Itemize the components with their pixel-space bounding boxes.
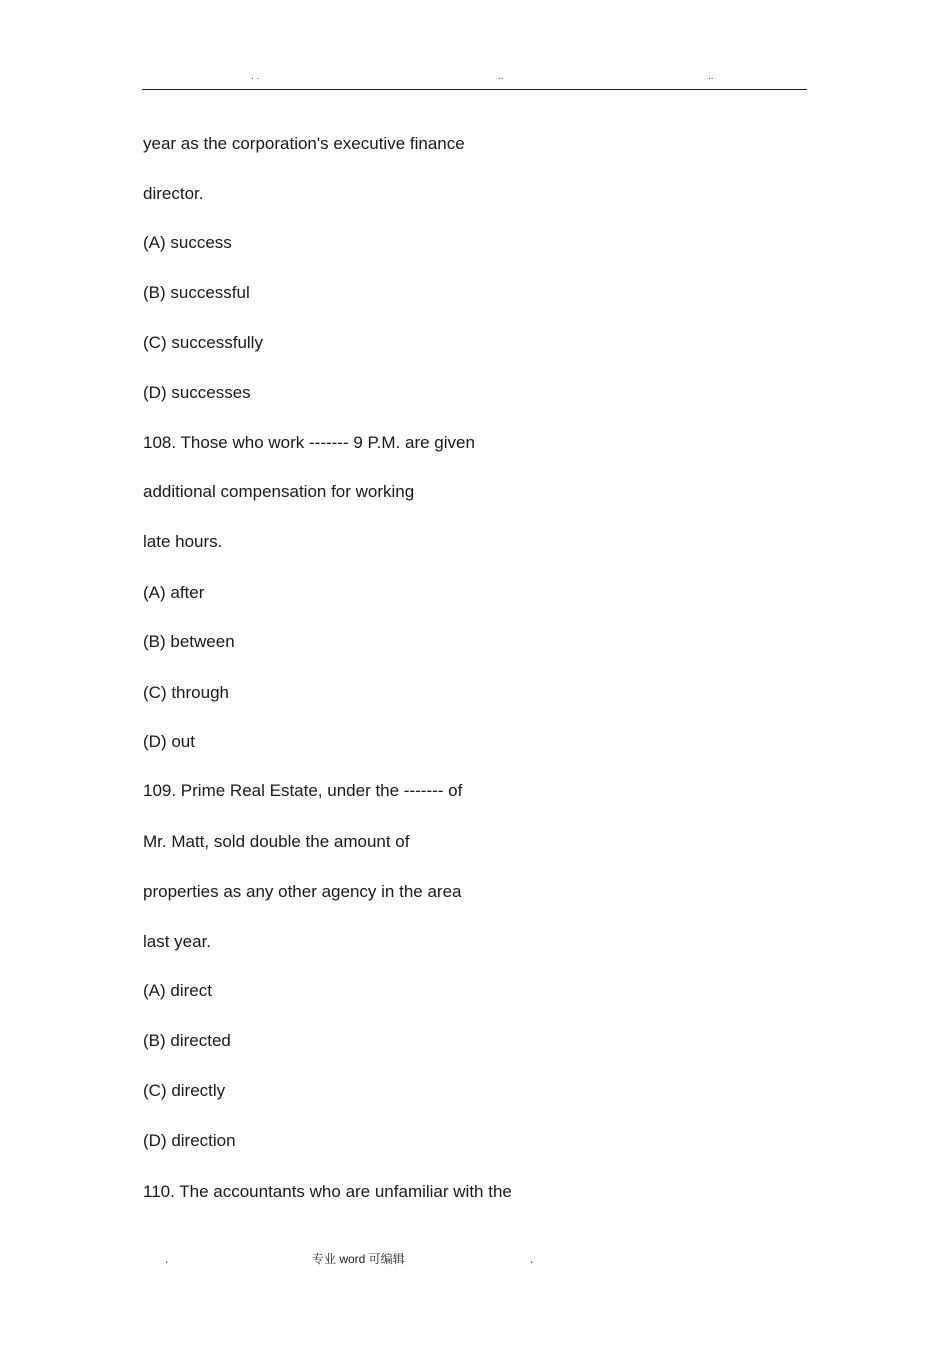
option-d: (D) successes [143, 383, 251, 402]
question-108: 108. Those who work ------- 9 P.M. are given [143, 433, 475, 452]
option-b: (B) between [143, 632, 235, 651]
text-line: Mr. Matt, sold double the amount of [143, 832, 410, 851]
footer-caption: 专业 word 可编辑 [312, 1252, 405, 1266]
option-c: (C) directly [143, 1081, 226, 1100]
question-109: 109. Prime Real Estate, under the ------- of [143, 781, 463, 800]
option-b: (B) successful [143, 283, 250, 302]
text-line: late hours. [143, 532, 223, 551]
option-a: (A) direct [143, 981, 212, 1000]
text-line: last year. [143, 932, 212, 951]
question-110: 110. The accountants who are unfamiliar with the [143, 1182, 512, 1201]
option-b: (B) directed [143, 1031, 231, 1050]
option-a: (A) after [143, 583, 205, 602]
header-mark-right: .. [708, 71, 714, 82]
text-line: director. [143, 184, 204, 203]
text-line: additional compensation for working [143, 482, 415, 501]
option-c: (C) through [143, 683, 229, 702]
option-a: (A) success [143, 233, 232, 252]
page-header-rule [142, 72, 807, 90]
text-line: properties as any other agency in the area [143, 882, 462, 901]
footer-mark-right: . [530, 1252, 534, 1266]
option-d: (D) direction [143, 1131, 236, 1150]
header-mark-center: .. [498, 71, 504, 82]
option-d: (D) out [143, 732, 195, 751]
header-mark-left: . . [251, 71, 260, 82]
text-line: year as the corporation's executive finance [143, 134, 465, 153]
option-c: (C) successfully [143, 333, 263, 352]
footer-mark-left: . [165, 1252, 169, 1266]
